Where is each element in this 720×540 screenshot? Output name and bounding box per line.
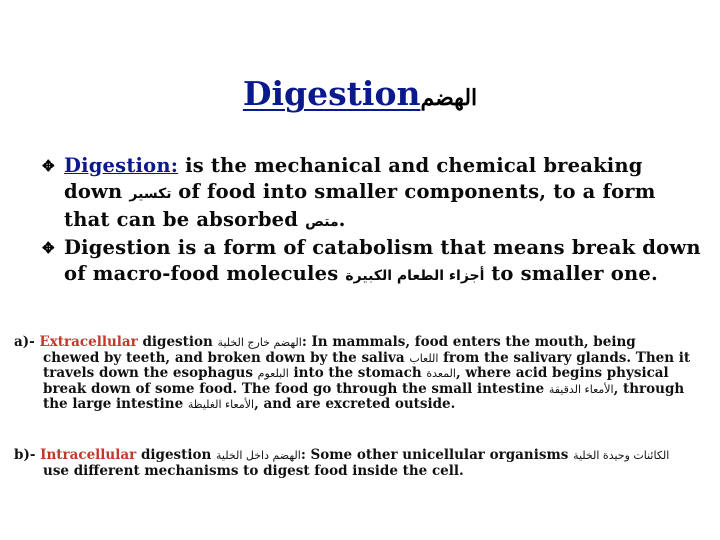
bullet1-text-3: . [338,208,346,231]
page-title [0,74,720,118]
para-a-arabic: الهضم خارج الخلية [217,336,302,349]
para-a-text: : In mammals, food enters the mouth, being chewed by teeth, and broken down by the saliva [43,334,636,366]
bullet2-arabic-1: أجزاء الطعام الكبيرة [345,268,485,284]
para-a-arabic: المعدة [426,367,456,380]
paragraph-extracellular [14,334,693,413]
para-b-text: use different mechanisms to digest food inside the cell. [43,462,464,479]
bullet1-text-1: is the mechanical and chemical breaking down [64,154,643,203]
para-a-text: into the stomach [288,365,427,381]
bullet1-arabic-1: تكسير [129,186,172,202]
para-a-arabic: الأمعاء الغليظة [187,398,255,411]
bullet1-arabic-2: متص [305,214,339,230]
para-b-label: b)- [14,447,41,463]
para-a-arabic: الأمعاء الدقيقة [548,382,614,396]
bullet-catabolism [40,235,705,289]
para-a-arabic: البلعوم [257,367,289,380]
bullet-definition [40,153,705,235]
para-b-arabic: الكائنات وحيدة الخلية [573,449,670,462]
para-a-text: , through the large intestine [43,380,685,412]
para-b-heading: Intracellular [40,447,137,463]
para-a-text: , where acid begins physical break down of some food. The food go through the small intestine [43,365,669,397]
para-a-heading: Extracellular [39,334,138,350]
para-b-arabic: الهضم داخل الخلية [216,449,301,462]
bullet1-text-2: of food into smaller components, to a form that can be absorbed [64,180,656,231]
para-a-arabic: اللعاب [409,351,439,365]
bullet-marker-icon: ✥ [42,157,55,175]
title-arabic: الهضم [420,85,478,111]
bullet-marker-icon: ✥ [42,239,55,257]
para-b-text: : Some other unicellular organisms [300,447,574,463]
paragraph-intracellular [14,447,693,479]
para-a-text: from the salivary glands. Then it travels down the esophagus [43,349,691,381]
term-digestion: Digestion: [64,154,179,177]
para-b-text: digestion [136,447,217,463]
para-a-text: digestion [137,334,218,350]
bullet2-text-1: Digestion is a form of catabolism that means break down of macro-food molecules [64,236,701,285]
bullet2-text-2: to smaller one. [484,262,658,285]
bullet-list [40,153,705,289]
para-a-label: a)- [14,334,40,350]
para-a-text: , and are excreted outside. [254,396,456,412]
title-english: Digestion [242,74,421,113]
